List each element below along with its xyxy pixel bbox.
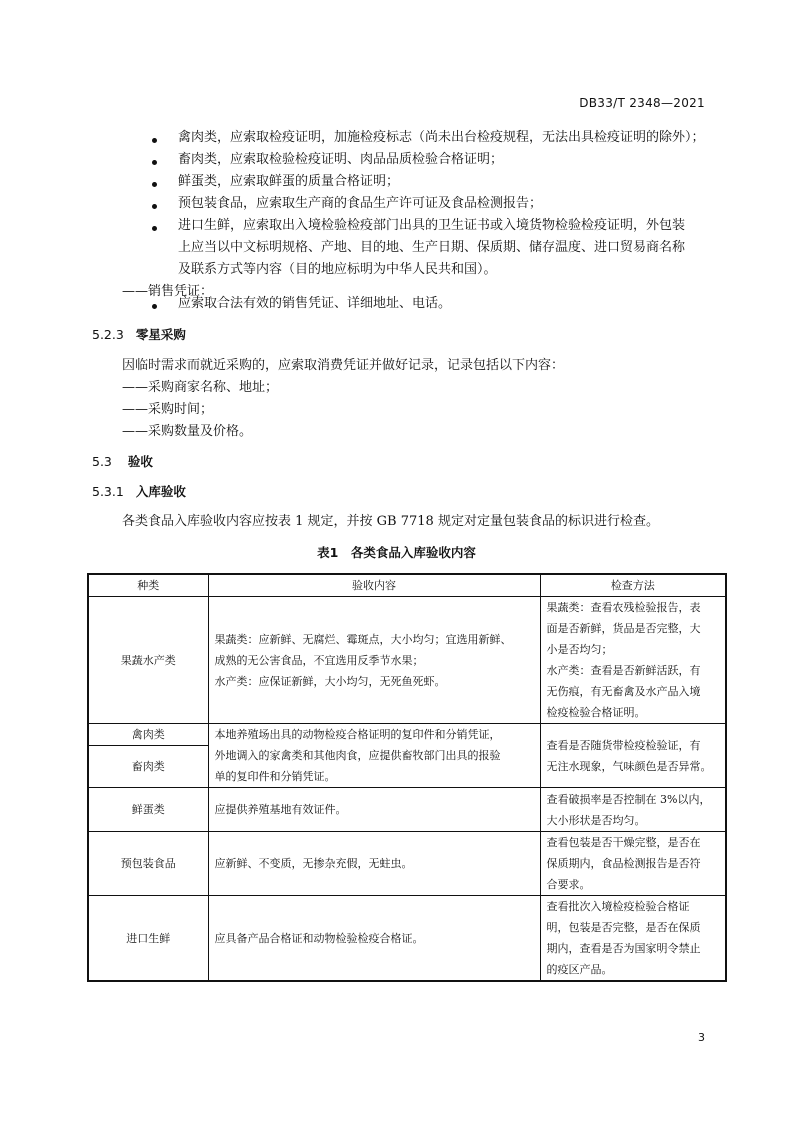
section-number: 5.2.3 <box>92 327 124 342</box>
method-cell <box>540 597 726 724</box>
bullet-dot <box>152 226 157 231</box>
content-cell <box>208 788 540 832</box>
table-row <box>88 724 726 746</box>
cell-line: 果蔬类：应新鲜、无腐烂、霉斑点，大小均匀；宜选用新鲜、 <box>214 632 512 646</box>
cell-line: 面是否新鲜，货品是否完整，大 <box>546 622 701 635</box>
cell-line: 外地调入的家禽类和其他肉食，应提供畜牧部门出具的报验 <box>214 749 501 762</box>
section-heading-5-3-1 <box>92 481 186 503</box>
category-cell: 预包装食品 <box>88 832 208 896</box>
bullet-dot <box>152 160 157 165</box>
cell-line: 应提供养殖基地有效证件。 <box>214 803 347 816</box>
acceptance-table <box>87 573 727 982</box>
bullet-dot <box>152 182 157 187</box>
section-number: 5.3.1 <box>92 484 124 499</box>
cell-line: 的疫区产品。 <box>546 963 613 976</box>
cell-line: 查看批次入境检疫检验合格证 <box>546 900 690 913</box>
section-intro: 因临时需求而就近采购的，应索取消费凭证并做好记录，记录包括以下内容： <box>122 358 565 373</box>
bullet-poultry: 禽肉类，应索取检疫证明，加施检疫标志（尚未出台检疫规程，无法出具检疫证明的除外）； <box>178 130 705 145</box>
method-cell <box>540 724 726 788</box>
section-title: 验收 <box>127 454 153 469</box>
category-cell: 果蔬水产类 <box>88 597 208 724</box>
cell-line: 成熟的无公害食品，不宜选用反季节水果； <box>214 653 424 667</box>
cell-line: 保质期内，食品检测报告是否符 <box>546 857 701 870</box>
category-cell: 进口生鲜 <box>88 896 208 982</box>
list-item: ——采购数量及价格。 <box>122 424 253 439</box>
cell-line: 果蔬类：查看农残检验报告，表 <box>546 601 701 614</box>
bullet-livestock: 畜肉类，应索取检验检疫证明、肉品品质检验合格证明； <box>178 152 504 167</box>
cell-line: 明，包装是否完整，是否在保质 <box>546 921 701 934</box>
content-cell <box>208 896 540 982</box>
table-row <box>88 788 726 832</box>
section-title: 零星采购 <box>135 327 186 342</box>
cell-line: 期内，查看是否为国家明令禁止 <box>546 942 701 955</box>
cell-line: 小是否均匀； <box>546 643 613 656</box>
bullet-dot <box>152 204 157 209</box>
table-row <box>88 832 726 896</box>
bullet-packaged: 预包装食品，应索取生产商的食品生产许可证及食品检测报告； <box>178 196 543 211</box>
cell-line: 合要求。 <box>546 878 591 891</box>
cell-line: 检疫检验合格证明。 <box>546 706 646 719</box>
bullet-dot <box>152 304 157 309</box>
cell-line: 查看是否随货带检疫检验证，有 <box>546 738 701 752</box>
cell-line: 应新鲜、不变质，无掺杂充假，无蛀虫。 <box>214 857 413 870</box>
bullet-dot <box>152 138 157 143</box>
cell-line: 大小形状是否均匀。 <box>546 813 646 827</box>
column-header-method: 检查方法 <box>540 574 726 597</box>
content-cell <box>208 724 540 788</box>
cell-line: 应具备产品合格证和动物检验检疫合格证。 <box>214 931 424 945</box>
method-cell <box>540 896 726 982</box>
section-paragraph: 各类食品入库验收内容应按表 1 规定，并按 GB 7718 规定对定量包装食品的标识进行检查。 <box>122 514 659 529</box>
cell-line: 本地养殖场出具的动物检疫合格证明的复印件和分销凭证， <box>214 728 501 741</box>
section-heading-5-2-3 <box>92 324 186 346</box>
table-caption: 表1 各类食品入库验收内容 <box>317 545 476 560</box>
content-cell <box>208 597 540 724</box>
list-item: ——采购商家名称、地址； <box>122 380 279 395</box>
bullet-eggs: 鲜蛋类，应索取鲜蛋的质量合格证明； <box>178 174 400 189</box>
section-title: 入库验收 <box>135 484 186 499</box>
column-header-category: 种类 <box>88 574 208 597</box>
category-cell: 禽肉类 <box>88 724 208 746</box>
method-cell <box>540 788 726 832</box>
cell-line: 无伤痕，有无畜禽及水产品入境 <box>546 685 701 698</box>
bullet-imported-cont: 及联系方式等内容（目的地应标明为中华人民共和国）。 <box>178 262 497 277</box>
category-cell: 鲜蛋类 <box>88 788 208 832</box>
section-heading-5-3 <box>92 451 153 473</box>
column-header-content: 验收内容 <box>208 574 540 597</box>
cell-line: 水产类：查看是否新鲜活跃，有 <box>546 664 701 677</box>
cell-line: 水产类：应保证新鲜，大小均匀，无死鱼死虾。 <box>214 674 446 688</box>
method-cell <box>540 832 726 896</box>
bullet-imported: 进口生鲜，应索取出入境检验检疫部门出具的卫生证书或入境货物检验检疫证明，外包装 <box>178 218 686 233</box>
section-number: 5.3 <box>92 454 112 469</box>
sales-voucher-bullet: 应索取合法有效的销售凭证、详细地址、电话。 <box>178 296 452 311</box>
cell-line: 无注水现象，气味颜色是否异常。 <box>546 759 712 773</box>
cell-line: 查看包装是否干燥完整，是否在 <box>546 836 701 849</box>
table-header-row <box>88 574 726 597</box>
list-item: ——采购时间； <box>122 402 214 417</box>
table-row <box>88 896 726 982</box>
table-row <box>88 597 726 724</box>
cell-line: 查看破损率是否控制在 3%以内， <box>546 792 711 806</box>
category-cell: 畜肉类 <box>88 746 208 788</box>
sales-voucher-item: ——销售凭证： <box>122 284 214 299</box>
bullet-imported-cont: 上应当以中文标明规格、产地、目的地、生产日期、保质期、储存温度、进口贸易商名称 <box>178 240 686 255</box>
cell-line: 单的复印件和分销凭证。 <box>214 770 336 783</box>
document-code: DB33/T 2348—2021 <box>579 96 705 110</box>
content-cell <box>208 832 540 896</box>
page-number: 3 <box>698 1031 705 1044</box>
